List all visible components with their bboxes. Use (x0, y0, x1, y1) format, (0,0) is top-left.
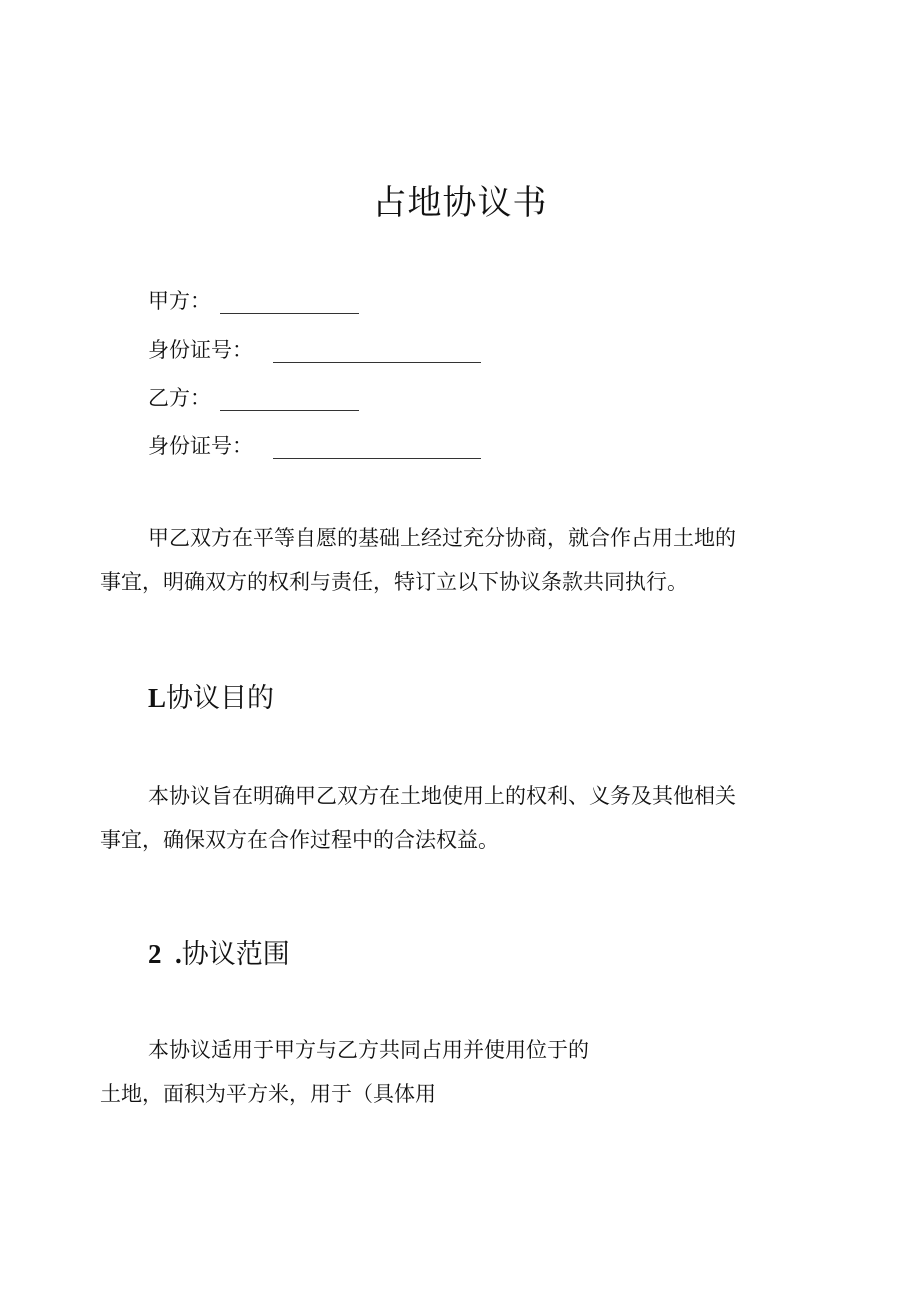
section-1-line-2: 事宜，确保双方在合作过程中的合法权益。 (100, 828, 499, 852)
section-2-paragraph (100, 1028, 820, 1116)
section-2-line-2: 土地，面积为平方米，用于（具体用 (100, 1082, 436, 1106)
party-a-id-field (148, 335, 253, 365)
party-b-label: 乙方： (148, 386, 211, 410)
section-2-heading (148, 934, 290, 975)
party-b-id-label: 身份证号： (148, 434, 253, 458)
section-1-paragraph (100, 774, 820, 862)
section-2-line-1: 本协议适用于甲方与乙方共同占用并使用位于的 (148, 1038, 589, 1062)
intro-paragraph (100, 516, 820, 604)
section-1-number: L (148, 683, 167, 713)
party-b-id-blank-line (273, 458, 481, 459)
section-1-title: 协议目的 (166, 683, 275, 714)
party-a-id-label: 身份证号： (148, 338, 253, 362)
party-b-field (148, 383, 211, 413)
party-a-blank-line (220, 313, 359, 314)
document-title: 占地协议书 (372, 183, 548, 223)
intro-line-1: 甲乙双方在平等自愿的基础上经过充分协商，就合作占用土地的 (148, 526, 736, 550)
party-b-blank-line (220, 410, 359, 411)
section-2-number: 2 . (148, 939, 182, 969)
section-1-line-1: 本协议旨在明确甲乙双方在土地使用上的权利、义务及其他相关 (148, 784, 736, 808)
intro-line-2: 事宜，明确双方的权利与责任，特订立以下协议条款共同执行。 (100, 570, 688, 594)
party-a-label: 甲方： (148, 289, 211, 313)
party-a-id-blank-line (273, 362, 481, 363)
section-1-heading (148, 678, 274, 719)
party-a-field (148, 286, 211, 316)
party-b-id-field (148, 431, 253, 461)
section-2-title: 协议范围 (181, 939, 290, 970)
